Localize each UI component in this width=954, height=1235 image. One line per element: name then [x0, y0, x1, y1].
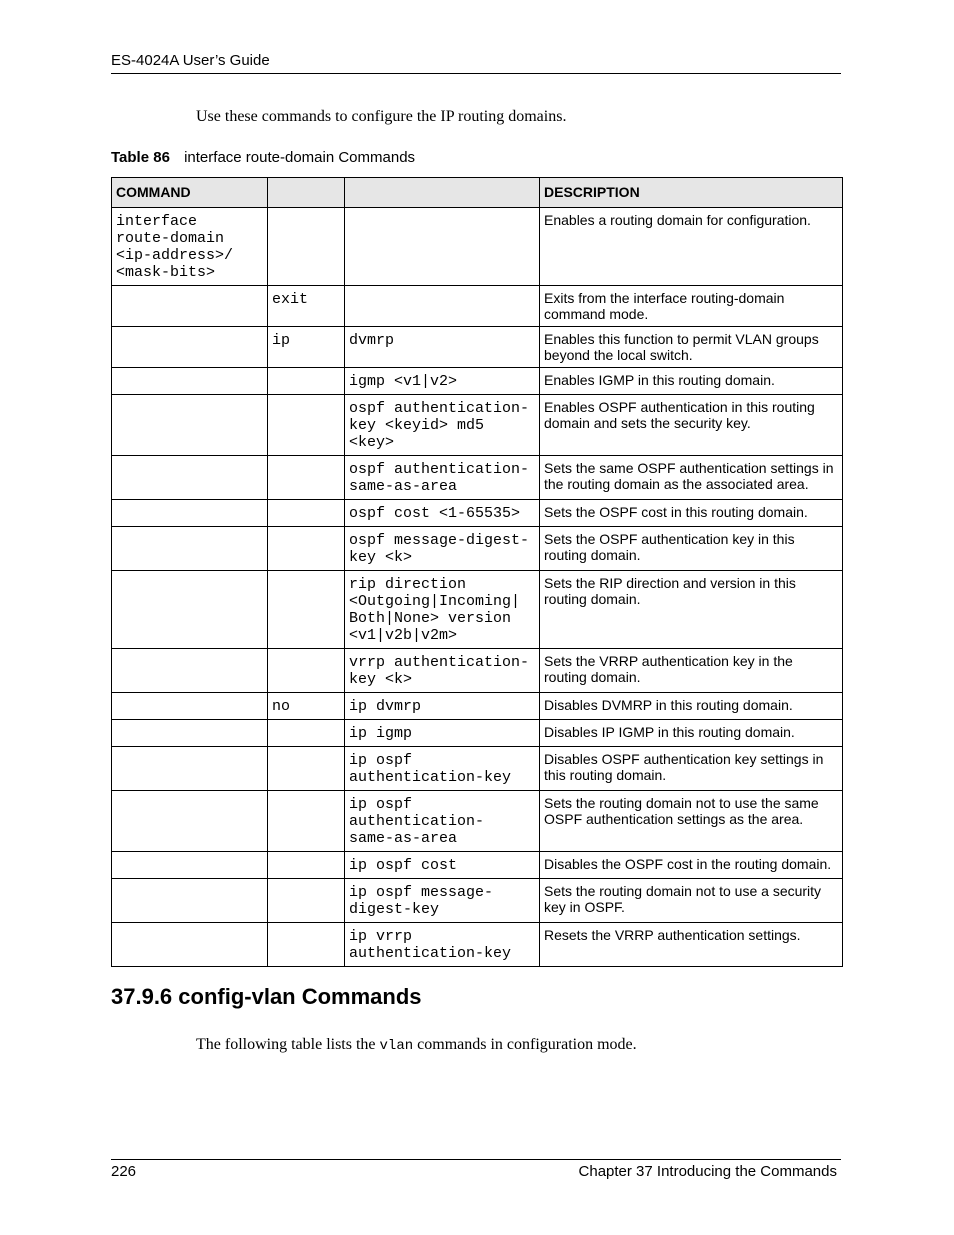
option-cell	[345, 649, 540, 693]
description-cell-text: Resets the VRRP authentication settings.	[544, 927, 801, 943]
description-cell-text: Sets the routing domain not to use the same OSPF authentication settings as the area.	[544, 795, 819, 827]
description-cell	[540, 527, 843, 571]
command-cell	[112, 720, 268, 747]
option-cell	[345, 527, 540, 571]
description-cell-text: Enables OSPF authentication in this routing domain and sets the security key.	[544, 399, 815, 431]
command-cell	[112, 456, 268, 500]
command-cell-text	[112, 395, 267, 404]
description-cell	[540, 368, 843, 395]
table-row	[112, 286, 843, 327]
subcommand-cell-text	[268, 879, 344, 888]
description-cell	[540, 791, 843, 852]
subcommand-cell	[268, 395, 345, 456]
description-cell-text: Enables IGMP in this routing domain.	[544, 372, 775, 388]
subcommand-cell-text: no	[272, 698, 291, 715]
option-cell-text	[345, 286, 539, 295]
option-cell-text: rip direction <Outgoing|Incoming| Both|None> version <v1|v2b|v2m>	[349, 576, 521, 644]
description-cell-text: Exits from the interface routing-domain command mode.	[544, 290, 785, 322]
command-cell	[112, 852, 268, 879]
option-cell-text	[345, 208, 539, 217]
command-cell-text	[112, 693, 267, 702]
subcommand-cell	[268, 500, 345, 527]
description-cell	[540, 327, 843, 368]
subcommand-cell	[268, 879, 345, 923]
table-row	[112, 693, 843, 720]
command-cell	[112, 368, 268, 395]
option-cell	[345, 720, 540, 747]
command-cell	[112, 208, 268, 286]
description-cell-text: Sets the OSPF authentication key in this routing domain.	[544, 531, 795, 563]
description-cell-text: Disables DVMRP in this routing domain.	[544, 697, 793, 713]
description-cell	[540, 852, 843, 879]
command-cell	[112, 327, 268, 368]
description-cell-text: Disables IP IGMP in this routing domain.	[544, 724, 795, 740]
option-cell-text: vrrp authentication- key <k>	[349, 654, 530, 688]
table-row	[112, 395, 843, 456]
option-cell	[345, 791, 540, 852]
option-cell	[345, 395, 540, 456]
command-cell-text	[112, 327, 267, 336]
page-header	[111, 52, 841, 74]
command-cell-text	[112, 923, 267, 932]
description-cell-text: Disables the OSPF cost in the routing domain.	[544, 856, 832, 872]
option-cell	[345, 879, 540, 923]
description-cell-text: Disables OSPF authentication key settings in this routing domain.	[544, 751, 824, 783]
option-cell-text: ip ospf authentication-key	[349, 752, 512, 786]
subcommand-cell-text	[268, 571, 344, 580]
option-cell-text: dvmrp	[349, 332, 395, 349]
description-cell	[540, 208, 843, 286]
guide-title: ES-4024A User’s Guide	[111, 52, 270, 69]
commands-table	[111, 177, 843, 967]
table-row	[112, 327, 843, 368]
option-cell	[345, 456, 540, 500]
option-cell	[345, 327, 540, 368]
chapter-title: Chapter 37 Introducing the Commands	[578, 1163, 837, 1180]
command-cell-text	[112, 720, 267, 729]
option-cell	[345, 368, 540, 395]
option-cell-text: ospf authentication- same-as-area	[349, 461, 530, 495]
table-number: Table 86	[111, 149, 170, 166]
table-row	[112, 571, 843, 649]
subcommand-cell	[268, 327, 345, 368]
subcommand-cell-text	[268, 720, 344, 729]
table-caption	[111, 149, 415, 166]
description-cell-text: Sets the VRRP authentication key in the routing domain.	[544, 653, 793, 685]
table-row	[112, 649, 843, 693]
command-cell-text: interface route-domain <ip-address>/ <mask-bits>	[116, 213, 234, 281]
page-footer	[111, 1159, 841, 1180]
subcommand-cell-text	[268, 500, 344, 509]
header-command: COMMAND	[112, 178, 268, 208]
description-cell	[540, 500, 843, 527]
option-cell-text: ip vrrp authentication-key	[349, 928, 512, 962]
subcommand-cell-text	[268, 747, 344, 756]
table-row	[112, 208, 843, 286]
following-text-end: commands in configuration mode.	[413, 1036, 637, 1053]
table-row	[112, 456, 843, 500]
command-cell-text	[112, 879, 267, 888]
subcommand-cell	[268, 527, 345, 571]
command-cell-text	[112, 368, 267, 377]
intro-paragraph: Use these commands to configure the IP routing domains.	[196, 108, 567, 125]
option-cell	[345, 747, 540, 791]
description-cell	[540, 286, 843, 327]
option-cell-text: ip ospf cost	[349, 857, 458, 874]
subcommand-cell	[268, 747, 345, 791]
section-heading: 37.9.6 config-vlan Commands	[111, 984, 422, 1009]
description-cell-text: Sets the same OSPF authentication settings in the routing domain as the associated area.	[544, 460, 834, 492]
subcommand-cell	[268, 368, 345, 395]
table-row	[112, 852, 843, 879]
command-cell-text	[112, 747, 267, 756]
description-cell	[540, 649, 843, 693]
option-cell-text: ip dvmrp	[349, 698, 422, 715]
subcommand-cell	[268, 852, 345, 879]
option-cell-text: ospf authentication- key <keyid> md5 <key>	[349, 400, 530, 451]
subcommand-cell	[268, 649, 345, 693]
subcommand-cell-text	[268, 456, 344, 465]
command-cell	[112, 649, 268, 693]
description-cell	[540, 923, 843, 967]
table-row	[112, 720, 843, 747]
option-cell-text: ip ospf message- digest-key	[349, 884, 494, 918]
subcommand-cell-text	[268, 395, 344, 404]
option-cell	[345, 500, 540, 527]
command-cell	[112, 571, 268, 649]
subcommand-cell-text	[268, 649, 344, 658]
command-cell-text	[112, 852, 267, 861]
subcommand-cell	[268, 923, 345, 967]
subcommand-cell	[268, 571, 345, 649]
subcommand-cell-text	[268, 527, 344, 536]
option-cell	[345, 571, 540, 649]
subcommand-cell-text: exit	[272, 291, 309, 308]
description-cell	[540, 720, 843, 747]
description-cell-text: Sets the OSPF cost in this routing domain.	[544, 504, 808, 520]
table-title: interface route-domain Commands	[184, 149, 416, 166]
option-cell	[345, 208, 540, 286]
option-cell	[345, 286, 540, 327]
subcommand-cell-text: ip	[272, 332, 291, 349]
subcommand-cell	[268, 693, 345, 720]
table-row	[112, 500, 843, 527]
page-number: 226	[111, 1163, 137, 1180]
table-row	[112, 879, 843, 923]
description-cell	[540, 571, 843, 649]
description-cell-text: Enables a routing domain for configuration.	[544, 212, 811, 228]
vlan-code: vlan	[379, 1038, 414, 1054]
command-cell	[112, 693, 268, 720]
subcommand-cell-text	[268, 852, 344, 861]
description-cell	[540, 747, 843, 791]
command-cell-text	[112, 649, 267, 658]
option-cell-text: ip igmp	[349, 725, 413, 742]
subcommand-cell	[268, 456, 345, 500]
command-cell-text	[112, 286, 267, 295]
following-paragraph	[196, 1036, 637, 1054]
subcommand-cell-text	[268, 791, 344, 800]
subcommand-cell-text	[268, 208, 344, 217]
table-row	[112, 527, 843, 571]
description-cell	[540, 879, 843, 923]
command-cell-text	[112, 500, 267, 509]
command-cell-text	[112, 571, 267, 580]
subcommand-cell-text	[268, 923, 344, 932]
subcommand-cell	[268, 208, 345, 286]
command-cell	[112, 879, 268, 923]
following-text-start: The following table lists the	[196, 1036, 380, 1053]
description-cell	[540, 456, 843, 500]
description-cell-text: Enables this function to permit VLAN groups beyond the local switch.	[544, 331, 819, 363]
description-cell	[540, 395, 843, 456]
subcommand-cell	[268, 791, 345, 852]
table-body	[112, 208, 843, 967]
subcommand-cell	[268, 286, 345, 327]
subcommand-cell-text	[268, 368, 344, 377]
command-cell	[112, 527, 268, 571]
command-cell	[112, 500, 268, 527]
command-cell	[112, 286, 268, 327]
command-cell-text	[112, 456, 267, 465]
header-description: DESCRIPTION	[540, 178, 843, 208]
table-row	[112, 791, 843, 852]
table-row	[112, 368, 843, 395]
command-cell	[112, 395, 268, 456]
command-cell	[112, 747, 268, 791]
option-cell-text: ospf cost <1-65535>	[349, 505, 521, 522]
description-cell-text: Sets the RIP direction and version in this routing domain.	[544, 575, 796, 607]
option-cell-text: ip ospf authentication- same-as-area	[349, 796, 485, 847]
option-cell	[345, 852, 540, 879]
table-row	[112, 747, 843, 791]
table-row	[112, 923, 843, 967]
command-cell	[112, 791, 268, 852]
option-cell	[345, 693, 540, 720]
command-cell	[112, 923, 268, 967]
command-cell-text	[112, 791, 267, 800]
option-cell	[345, 923, 540, 967]
description-cell	[540, 693, 843, 720]
subcommand-cell	[268, 720, 345, 747]
command-cell-text	[112, 527, 267, 536]
description-cell-text: Sets the routing domain not to use a security key in OSPF.	[544, 883, 822, 915]
table-header-row	[112, 178, 843, 208]
header-blank-1	[268, 178, 345, 208]
option-cell-text: ospf message-digest- key <k>	[349, 532, 530, 566]
header-blank-2	[345, 178, 540, 208]
option-cell-text: igmp <v1|v2>	[349, 373, 458, 390]
